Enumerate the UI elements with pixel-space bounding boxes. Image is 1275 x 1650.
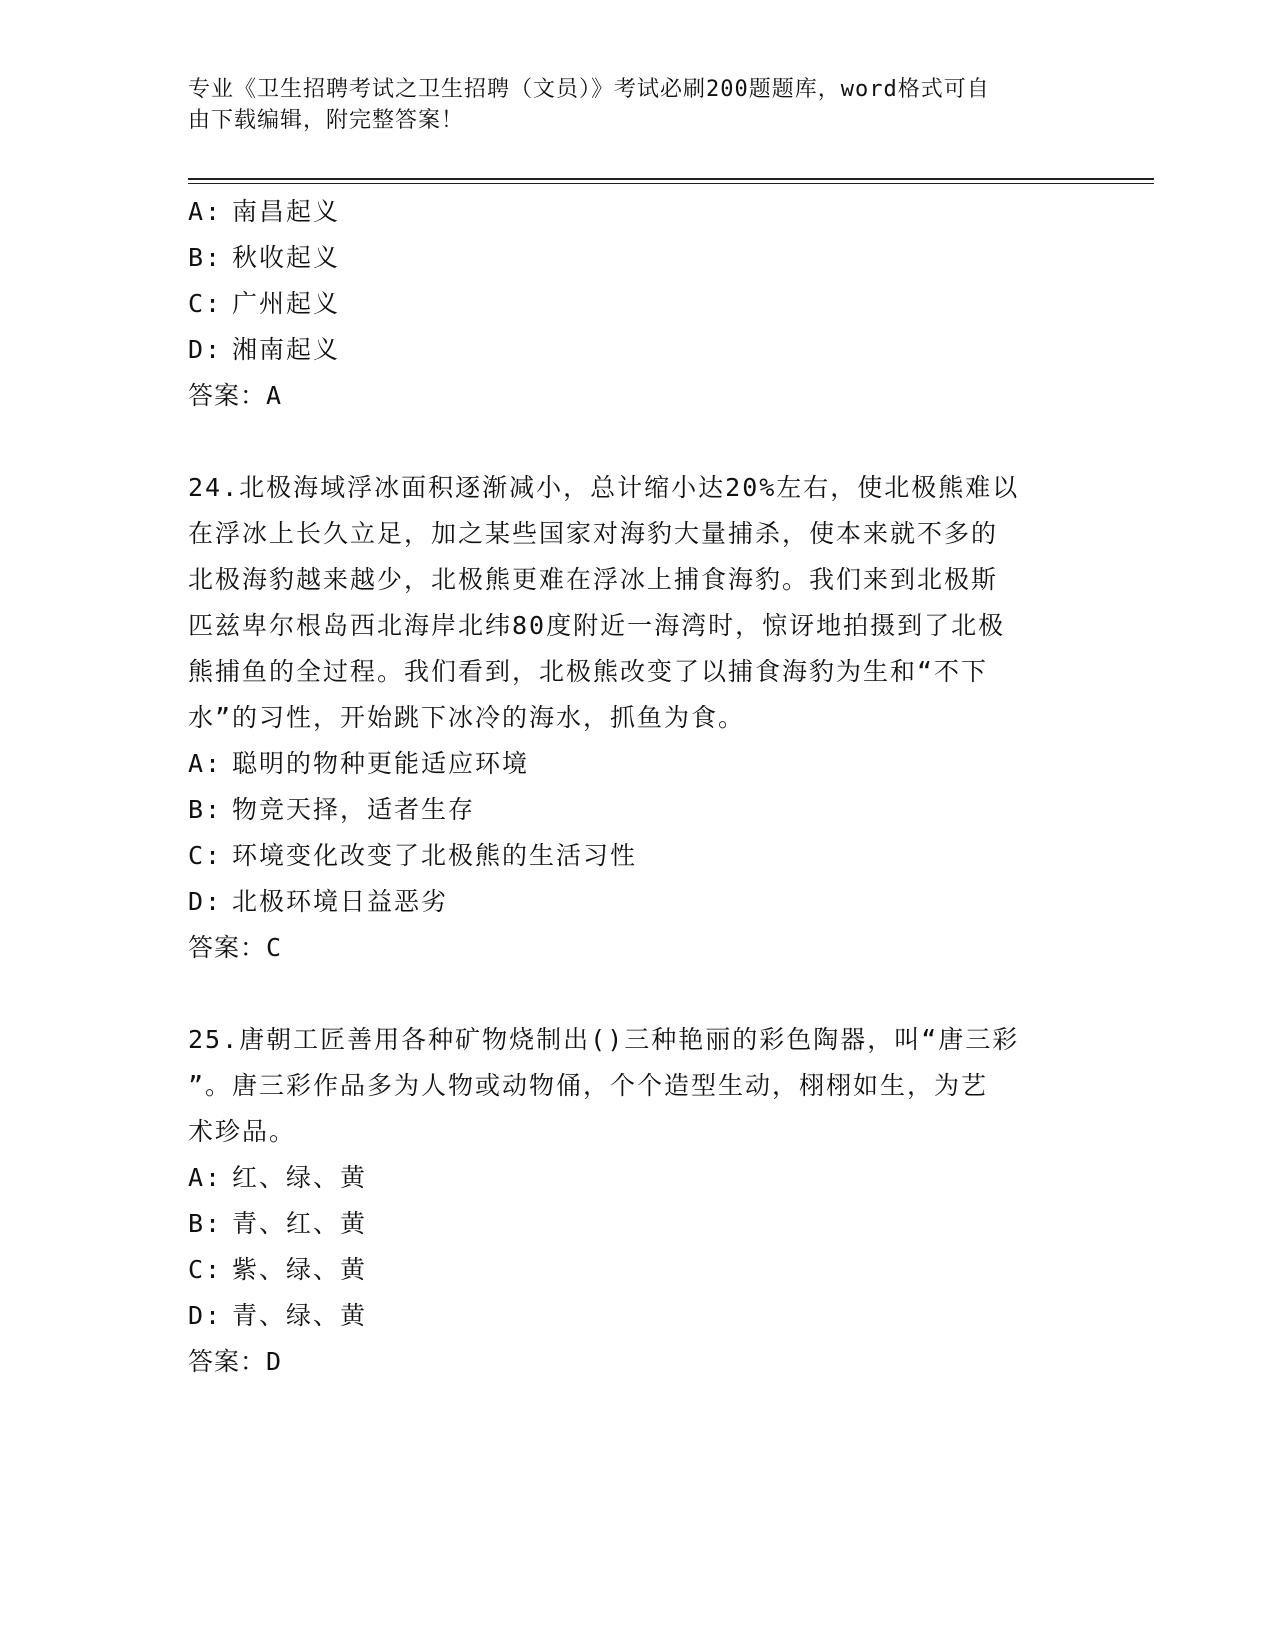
question-25 <box>188 1017 1078 1385</box>
option-c: C: 紫、绿、黄 <box>188 1255 368 1284</box>
option-b: B: 秋收起义 <box>188 243 341 272</box>
page-header <box>188 74 1068 136</box>
option-a: A: 聪明的物种更能适应环境 <box>188 749 530 778</box>
question-stem-line: 24.北极海域浮冰面积逐渐减小，总计缩小达20%左右，使北极熊难以 <box>188 473 1020 502</box>
question-stem-line: 匹兹卑尔根岛西北海岸北纬80度附近一海湾时，惊讶地拍摄到了北极 <box>188 611 1006 640</box>
option-a: A: 红、绿、黄 <box>188 1163 368 1192</box>
question-stem-line: 北极海豹越来越少，北极熊更难在浮冰上捕食海豹。我们来到北极斯 <box>188 565 999 594</box>
question-stem-line: 25.唐朝工匠善用各种矿物烧制出()三种艳丽的彩色陶器，叫“唐三彩 <box>188 1025 1020 1054</box>
option-b: B: 物竞天择，适者生存 <box>188 795 476 824</box>
option-d: D: 北极环境日益恶劣 <box>188 887 449 916</box>
question-stem-line: ”。唐三彩作品多为人物或动物俑，个个造型生动，栩栩如生，为艺 <box>188 1071 989 1100</box>
question-stem-line: 熊捕鱼的全过程。我们看到，北极熊改变了以捕食海豹为生和“不下 <box>188 657 989 686</box>
option-b: B: 青、红、黄 <box>188 1209 368 1238</box>
option-d: D: 湘南起义 <box>188 335 341 364</box>
header-line-1: 专业《卫生招聘考试之卫生招聘（文员）》考试必刷200题题库，word格式可自 <box>188 77 990 102</box>
question-stem-line: 水”的习性，开始跳下冰冷的海水，抓鱼为食。 <box>188 703 746 732</box>
question-23 <box>188 189 1078 419</box>
question-stem-line: 在浮冰上长久立足，加之某些国家对海豹大量捕杀，使本来就不多的 <box>188 519 999 548</box>
answer-line: 答案：A <box>188 381 283 410</box>
spacer <box>188 419 1078 465</box>
answer-line: 答案：D <box>188 1347 283 1376</box>
question-stem-line: 术珍品。 <box>188 1117 297 1146</box>
header-line-2: 由下载编辑，附完整答案！ <box>188 108 465 133</box>
option-a: A: 南昌起义 <box>188 197 341 226</box>
option-d: D: 青、绿、黄 <box>188 1301 368 1330</box>
spacer <box>188 971 1078 1017</box>
header-rule-thin <box>188 183 1154 184</box>
question-content <box>188 189 1078 1385</box>
question-24 <box>188 465 1078 971</box>
answer-line: 答案：C <box>188 933 283 962</box>
header-rule-thick <box>188 178 1154 180</box>
option-c: C: 环境变化改变了北极熊的生活习性 <box>188 841 638 870</box>
option-c: C: 广州起义 <box>188 289 341 318</box>
